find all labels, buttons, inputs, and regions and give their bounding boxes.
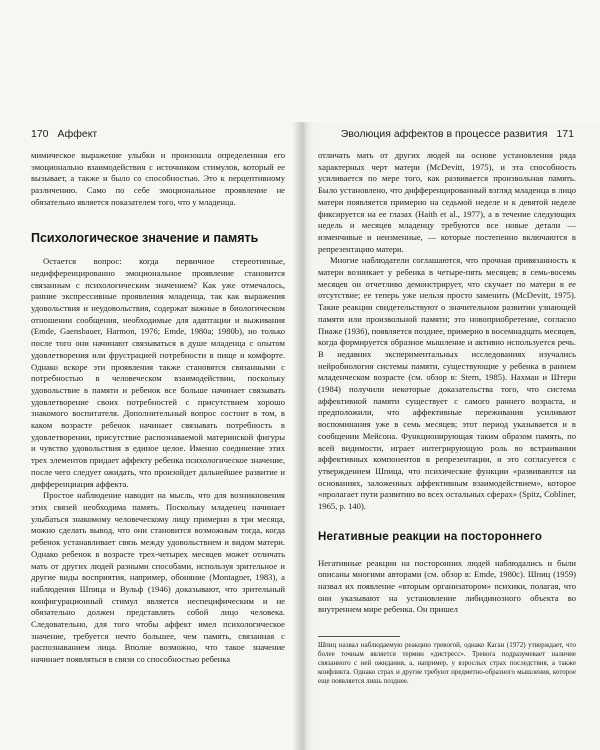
right-paragraph-1: отличать мать от других людей на основе установления ряда характерных черт матери (McDevitt, 1975), и эта способность усиливается по мере того, как развивается произвольная память. Было установлено, что дифференцированный взгляд младенца в лицо матери появляется примерно на седьмой неделе и к девятой неделе фиксируется на ее глазах (Haith et al., 1977), а в течение следующих недель и месяцев младенцу требуются все новые детали — изменчивые и неизменные, — которые постепенно включаются в репрезентацию матери. <box>318 150 576 254</box>
left-text-column <box>31 150 285 666</box>
left-paragraph-2: Простое наблюдение наводит на мысль, что для возникновения этих связей необходима память. Поскольку младенец начинает улыбаться знакомому человеческому лицу примерно в три месяца, можно сделать вывод, что они становится возможным тогда, когда ребенок устанавливает связь между удовольствием и видом матери. Однако ребенок в возрасте трех-четырех месяцев может отличать мать от других людей разными способами, используя зрительное и другие виды восприятия, например, обоняние (Montagner, 1983), а наблюдения Шпица и Вульф (1946) доказывают, что зрительный конфигурационный стимул является неспецифическим и не обязательно должен представлять собой лицо человека. Следовательно, для того чтобы аффект имел психологическое значение, требуется нечто большее, чем память, связанная с распознаванием лица. Вполне возможно, что такое значение начинает появляться в связи со способностью ребенка <box>31 490 285 665</box>
right-page-number: 171 <box>556 128 574 140</box>
section-heading-memory: Психологическое значение и память <box>31 230 259 245</box>
footnote-rule <box>318 636 400 637</box>
left-page-number: 170 <box>31 128 49 140</box>
right-paragraph-2: Многие наблюдатели соглашаются, что прочная привязанность к матери возникает у ребенка в четыре-пять месяцев; в семь-восемь месяцев он отчетливо демонстрирует, что скучает по матери в ее отсутствие; ее теперь уже нельзя просто заменить (McDevitt, 1975). Такие реакции свидетельствуют о значительном развитии узнающей памяти или произвольной памяти; это новоприобретение, согласно Пиаже (1936), появляется позднее, примерно в восемнадцать месяцев, когда формируется образное мышление и активно используется речь. В недавних экспериментальных исследованиях изучались нейробиология системы памяти, существующие у ребенка в раннем младенческом возрасте (см. обзор в: Stern, 1985). Нахман и Штерн (1984) получили некоторые доказательства того, что система аффективной памяти существует с самого раннего возраста, и предположили, что аффективные переживания усиливают воспоминания уже в семь месяцев; этот период указывается и в сообщении Мейсона. Функционирующая таким образом память, по всей видимости, играет интегрирующую роль во встраивании аффективных компонентов в репрезентации, и это согласуется с утверждением Шпица, что психические функции «развиваются на основаниях, заложенных аффективным взаимодействием», которое «пролагает пути развитию во всех остальных сферах» (Spitz, Cobliner, 1965, p. 140). <box>318 255 576 512</box>
book-gutter-shadow <box>292 122 314 750</box>
section-heading-stranger-reactions: Негативные реакции на постороннего <box>318 530 543 543</box>
right-paragraph-3: Негативные реакции на посторонних людей наблюдались и были описаны многими авторами (см. обзор в: Emde, 1980c). Шпиц (1959) назвал их появление «вторым организатором» психики, полагая, что они указывают на установление либидинозного объекта во внутреннем мире ребенка. Он пришел <box>318 557 576 615</box>
right-text-column <box>318 150 576 686</box>
right-running-title: Эволюция аффектов в процессе развития <box>340 128 548 140</box>
left-running-head <box>31 128 97 140</box>
right-running-head <box>341 128 574 140</box>
left-running-title: Аффект <box>57 128 98 140</box>
left-paragraph-1: Остается вопрос: когда первичное стереотипные, недифференцированно эмоциональное проявление становится связанным с психологическим значением? Как уже отмечалось, ранние экспрессивные проявления младенца, так как выражения удовольствия и неудовольствия, содержат важные в биологическом отношении сообщения, необходимые для адаптации и выживания (Emde, Gaensbauer, Harmon, 1976; Emde, 1980a; 1980b), но только после того они начинают связываться в душе младенца с опытом удовлетворения или фрустрацией потребности в пище и комфорте. Однако вскоре эти проявления также становятся связанными с потребностью в человеческом взаимодействии, поскольку удовольствие в памяти и ребенок все больше начинает связывать удовлетворение своих потребностей с присутствием хорошо знакомого воспитателя. Дополнительный вопрос состоит в том, в каком возрасте ребенок начинает связывать потребность в удовлетворении, присутствие распознаваемой материнской фигуры и чувство удовольствия в единое целое. Именно соединение этих трех элементов придает аффекту ребенка психологическое значение, после чего следует ожидать, что произойдет дальнейшее развитие и дифференциация аффекта. <box>31 256 285 489</box>
footnote: Шпиц назвал наблюдаемую реакцию тревогой, однако Каган (1972) утверждает, что более точным является термин «дистресс». Тревога подразумевает наличие связанного с ней ожидания, а, например, у взрослых страх последствия, а также конфликта. Однако страх и другие требуют предметно-образного мышления, которое еще появляется лишь позднее. <box>318 641 576 686</box>
left-intro-paragraph: мимическое выражение улыбки и произошла определенная его эмоционально взаимодействия с источником стимулов, который ее вызывает, а также и было со способностью. Это к перцептивному различению. Само по себе эмоциональное проявление не обязательно является показателем того, что у младенца. <box>31 150 285 207</box>
